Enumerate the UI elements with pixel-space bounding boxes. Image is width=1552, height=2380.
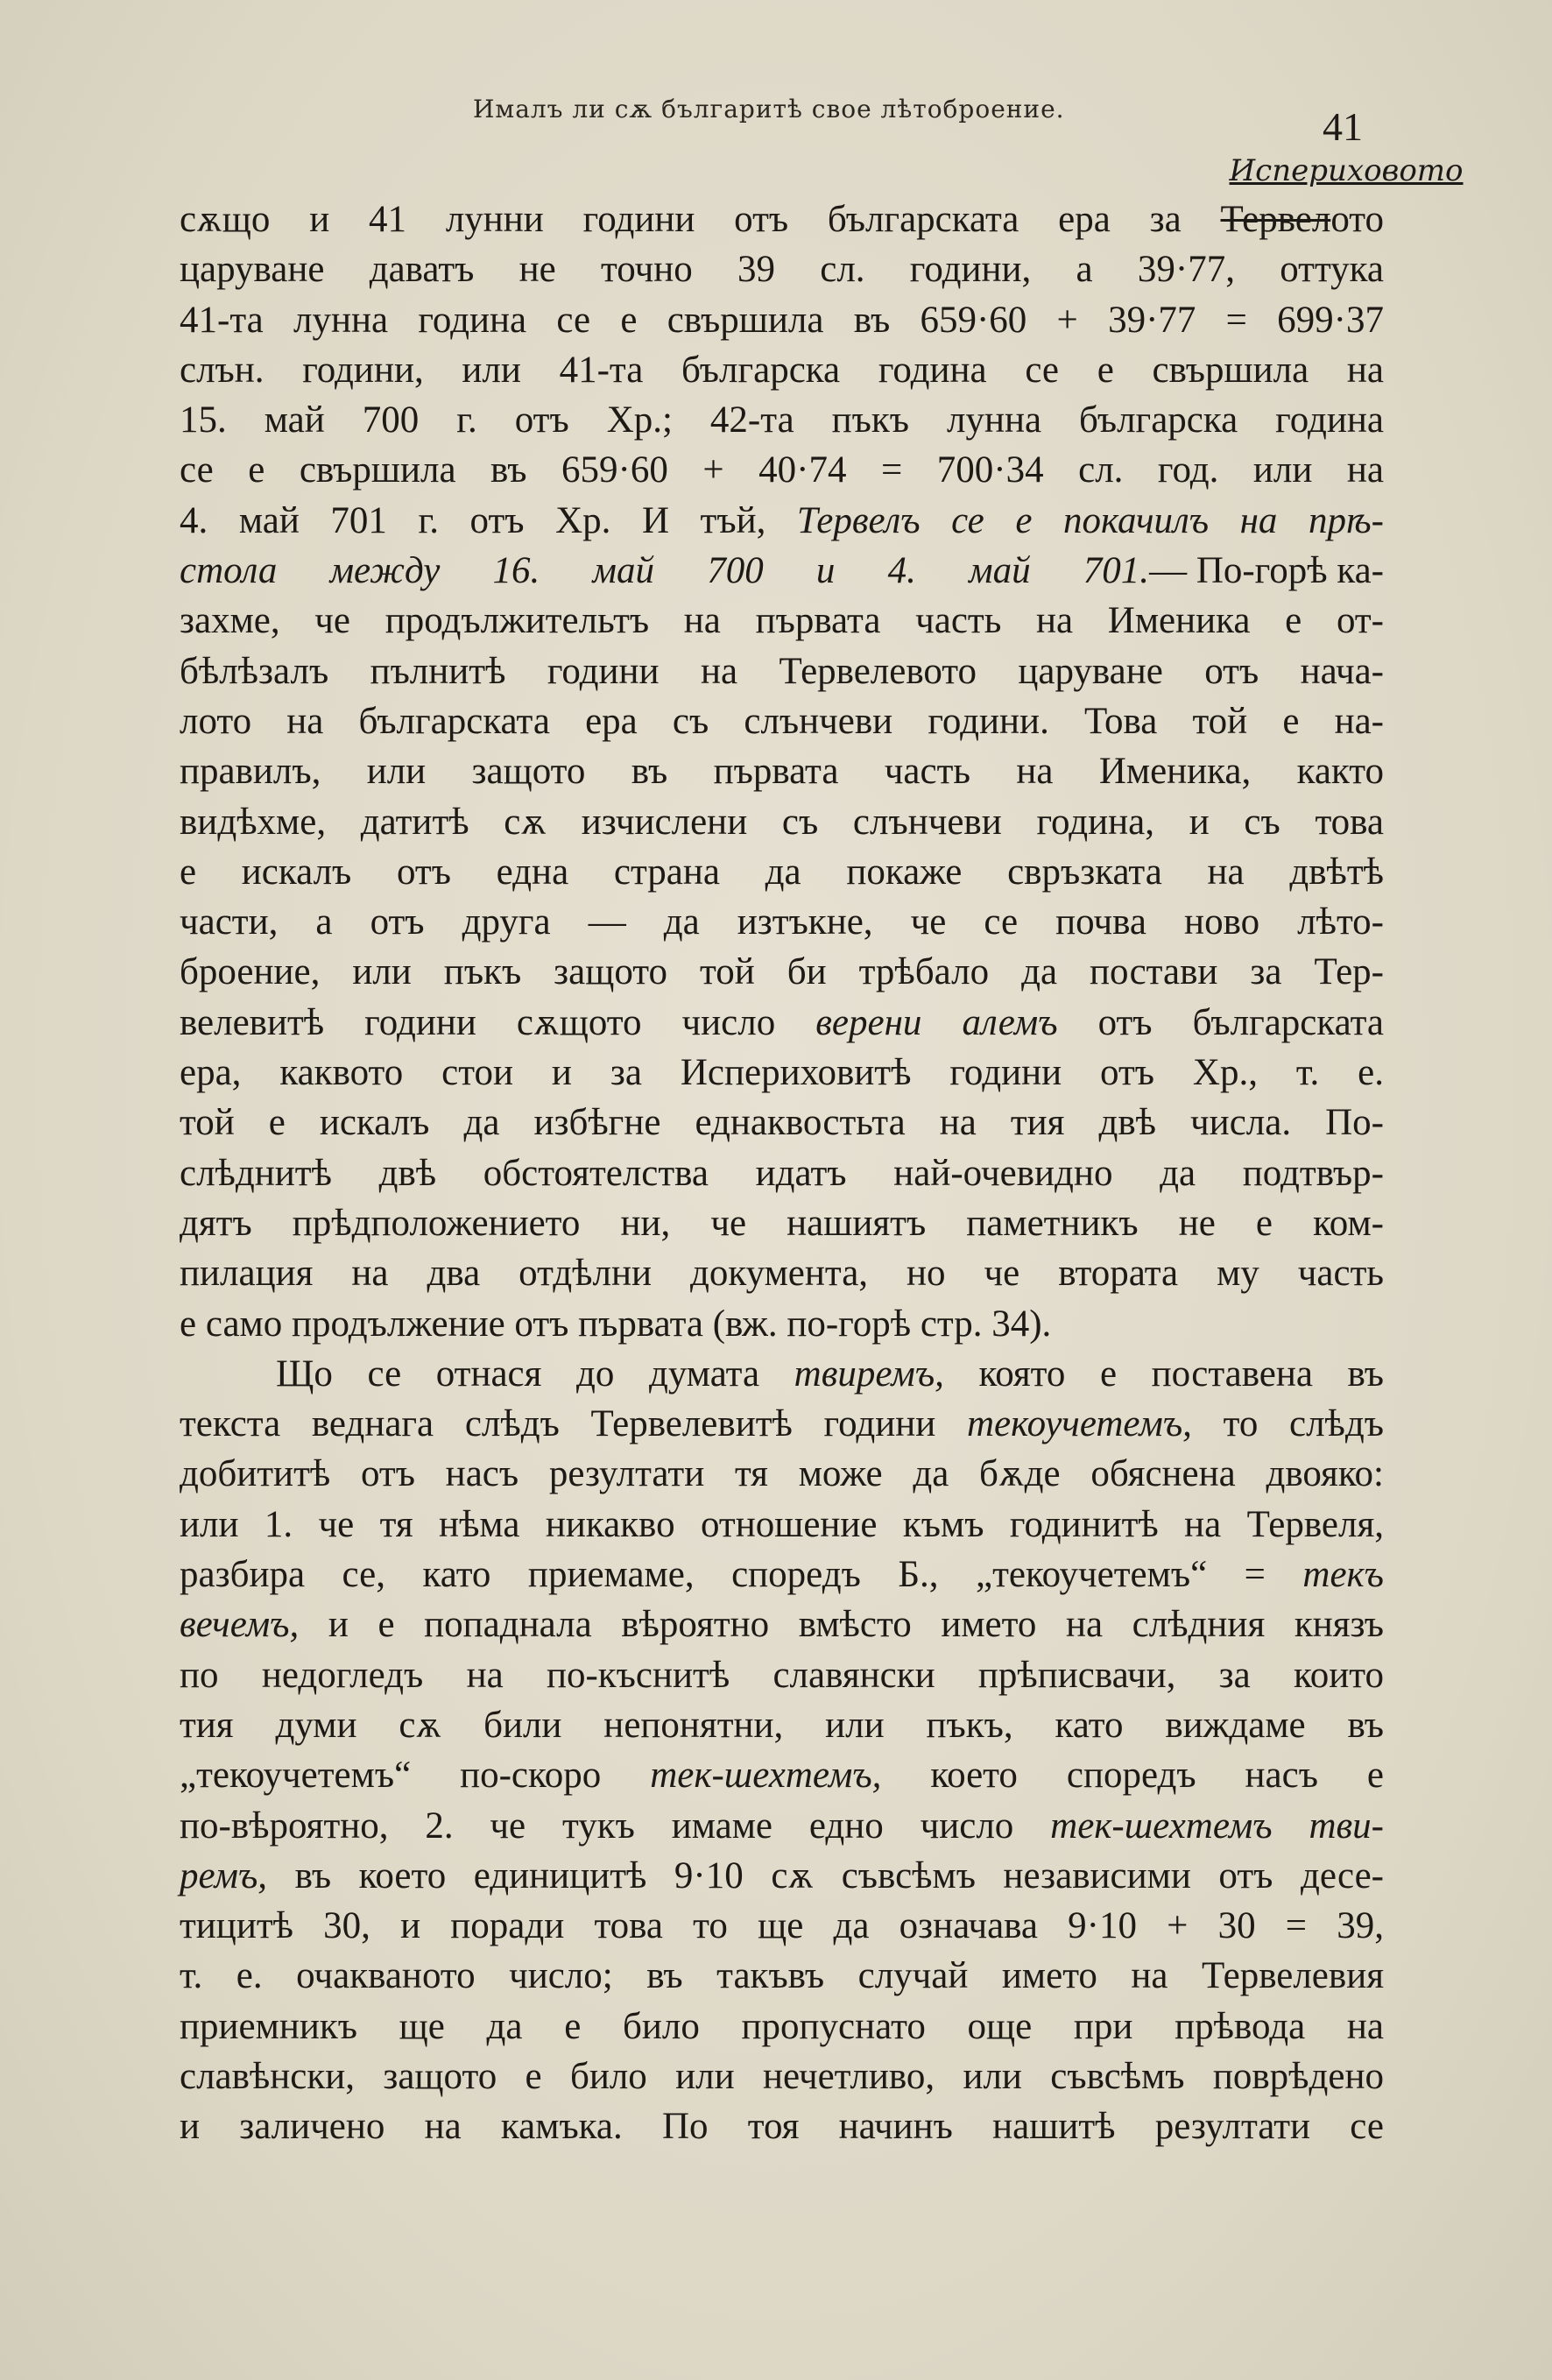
- text-line: по-вѣроятно, 2. че тукъ имаме едно число тек-шехтемъ тви-: [180, 1804, 1384, 1847]
- body-text: [180, 153, 1464, 2152]
- text-line: добититѣ отъ насъ резултати тя може да бѫде обяснена двояко:: [180, 1453, 1384, 1495]
- text-line: слън. години, или 41-та българска година се е свършила на: [180, 349, 1384, 391]
- text-line: по недогледъ на по-къснитѣ славянски прѣписвачи, за които: [180, 1654, 1384, 1696]
- handwritten-correction: [1220, 153, 1464, 244]
- text-line: приемникъ ще да е било пропуснато още при прѣвода на: [180, 2005, 1384, 2047]
- text-line: тицитѣ 30, и поради това то ще да означава 9·10 + 30 = 39,: [180, 1905, 1384, 1947]
- text-line: 41-та лунна година се е свършила въ 659·60 + 39·77 = 699·37: [180, 299, 1384, 341]
- text-line: е само продължение отъ първата (вж. по-горѣ стр. 34).: [180, 1303, 1052, 1345]
- text-line: части, а отъ друга — да изтъкне, че се почва ново лѣто-: [180, 901, 1384, 943]
- text-line: правилъ, или защото въ първата часть на Именика, както: [180, 751, 1384, 793]
- text-line: и заличено на камъка. По тоя начинъ нашитѣ резултати се: [180, 2106, 1384, 2148]
- text-line: дятъ прѣдположението ни, че нашиятъ паметникъ не е ком-: [180, 1202, 1384, 1244]
- text-line: текста веднага слѣдъ Тервелевитѣ години текоучетемъ, то слѣдъ: [180, 1403, 1385, 1445]
- text-line: тия думи сѫ били непонятни, или пъкъ, като виждаме въ: [180, 1704, 1384, 1746]
- running-title: Ималъ ли сѫ българитѣ свое лѣтоброение.: [473, 95, 1065, 124]
- text-line: броение, или пъкъ защото той би трѣбало да постави за Тер-: [180, 951, 1384, 993]
- text-line: 4. май 701 г. отъ Хр. И тъй, Тервелъ се е покачилъ на прѣ-: [180, 499, 1384, 541]
- text-line: той е искалъ да избѣгне еднаквостьта на тия двѣ числа. По-: [180, 1102, 1384, 1144]
- text-line: вечемъ, и е попаднала вѣроятно вмѣсто името на слѣдния князъ: [180, 1604, 1384, 1646]
- text-line: ремъ, въ което единицитѣ 9·10 сѫ съвсѣмъ независими отъ десе-: [180, 1854, 1384, 1896]
- text-line: [180, 153, 1464, 244]
- text-line: Що се отнася до думата твиремъ, която е поставена въ: [276, 1352, 1385, 1395]
- text-span: сѫщо и 41 лунни години отъ българската ера за Испериховото Тервелото: [180, 194, 1384, 244]
- text-line: славѣнски, защото е било или нечетливо, или съвсѣмъ поврѣдено: [180, 2055, 1384, 2097]
- text-line: е искалъ отъ една страна да покаже свръзката на двѣтѣ: [180, 851, 1384, 893]
- text-line: пилация на два отдѣлни документа, но че втората му часть: [180, 1253, 1384, 1295]
- struck-word: Тервел: [1220, 199, 1331, 240]
- text-line: царуване даватъ не точно 39 сл. години, а 39·77, оттука: [180, 249, 1384, 291]
- text-line: захме, че продължительтъ на първата часть на Именика е от-: [180, 600, 1384, 642]
- text-line: бѣлѣзалъ пълнитѣ години на Тервелевото царуване отъ нача-: [180, 650, 1384, 692]
- text-line: велевитѣ години сѫщото число верени алемъ отъ българската: [180, 1001, 1384, 1043]
- text-line: разбира се, като приемаме, споредъ Б., „текоучетемъ“ = текъ: [180, 1554, 1384, 1596]
- text-line: стола между 16. май 700 и 4. май 701. — По-горѣ ка-: [180, 550, 1384, 592]
- handwritten-annotation: Испериховото: [1229, 153, 1464, 188]
- text-line: ера, каквото стои и за Испериховитѣ години отъ Хр., т. е.: [180, 1052, 1384, 1094]
- text-line: лото на българската ера съ слънчеви години. Това той е на-: [180, 700, 1384, 742]
- text-line: слѣднитѣ двѣ обстоятелства идатъ най-очевидно да подтвър-: [180, 1152, 1384, 1194]
- text-line: „текоучетемъ“ по-скоро тек-шехтемъ, което споредъ насъ е: [180, 1755, 1384, 1797]
- text-line: 15. май 700 г. отъ Хр.; 42-та пъкъ лунна българска година: [180, 399, 1384, 441]
- text-line: видѣхме, датитѣ сѫ изчислени съ слънчеви година, и съ това: [180, 801, 1384, 843]
- text-line: или 1. че тя нѣма никакво отношение къмъ годинитѣ на Тервеля,: [180, 1503, 1384, 1545]
- page-number: 41: [1323, 104, 1363, 149]
- text-line: се е свършила въ 659·60 + 40·74 = 700·34 сл. год. или на: [180, 449, 1384, 491]
- text-line: т. е. очакваното число; въ такъвъ случай името на Тервелевия: [180, 1955, 1384, 1997]
